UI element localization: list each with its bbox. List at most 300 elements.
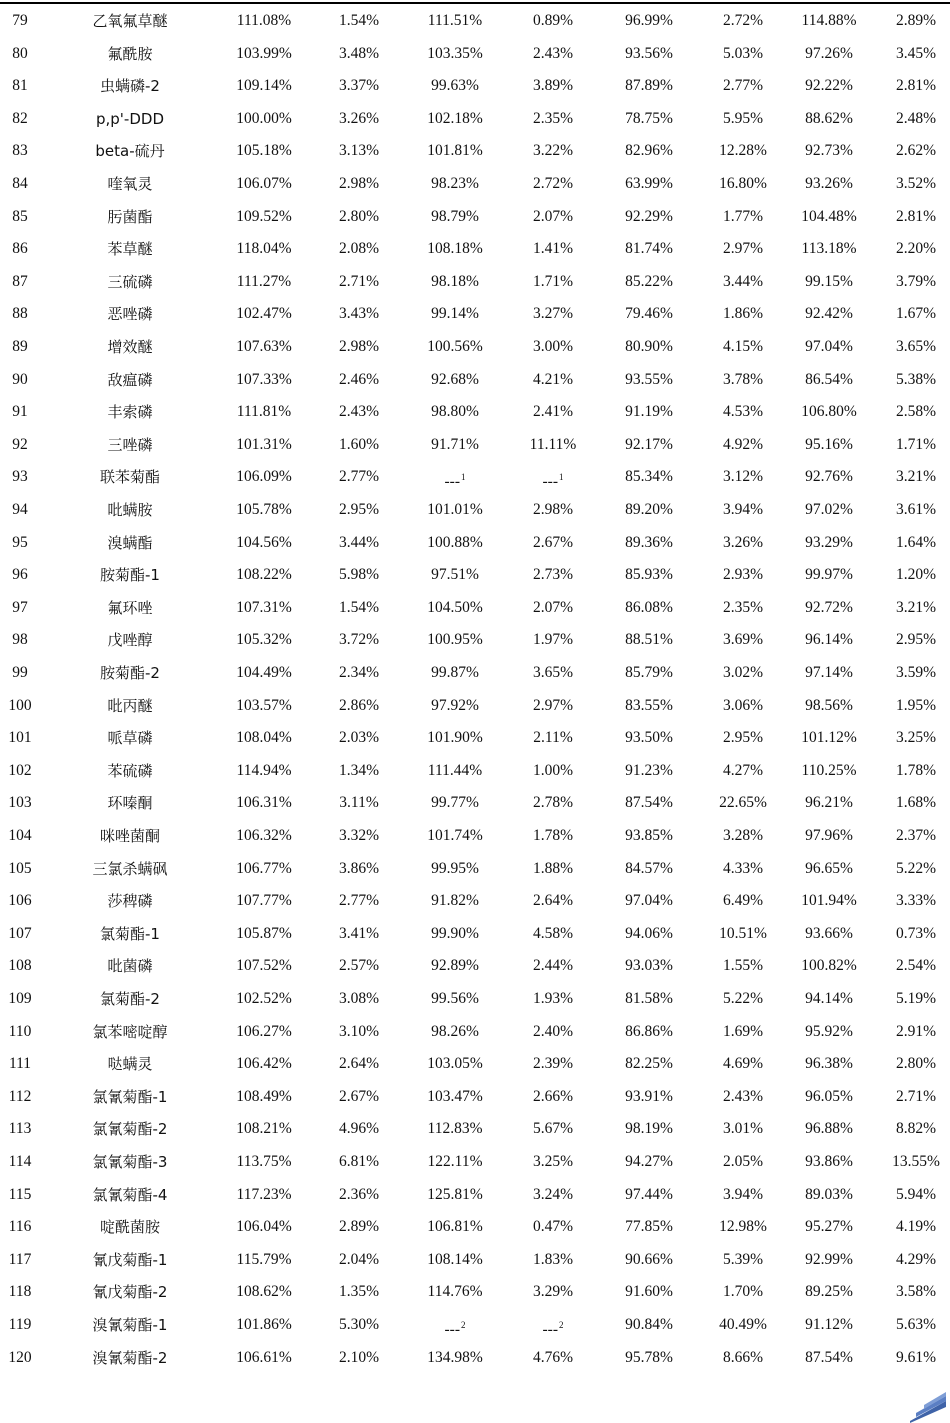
value-cell: 92.76% [805,468,853,486]
value-cell: 108.21% [236,1120,292,1138]
value-cell: 1.88% [532,859,574,877]
value-cell: 5.19% [895,990,937,1007]
value-cell: 1.86% [722,305,764,323]
value-cell: 3.72% [338,631,380,649]
value-cell: 93.66% [805,924,853,942]
row-number: 113 [8,1120,32,1138]
value-cell: 3.08% [338,990,380,1007]
value-cell: 80.90% [625,338,673,355]
compound-name: 咪唑菌酮 [99,827,160,845]
table-row [0,5,950,37]
table-row [0,38,950,70]
value-cell: 108.18% [427,240,483,258]
compound-name: 氟酰胺 [107,44,153,63]
value-cell: 2.66% [532,1087,574,1105]
compound-name: 氯氰菊酯-3 [92,1153,168,1171]
value-cell: 4.33% [722,859,764,877]
value-cell: 89.36% [625,533,673,551]
value-cell: 2.35% [722,598,764,616]
value-cell: 0.47% [532,1218,574,1236]
row-number: 103 [8,794,32,812]
value-cell: 92.73% [805,142,853,160]
value-cell: 3.10% [338,1022,380,1040]
footnote-mark: 1 [461,472,466,483]
row-number: 94 [12,501,28,518]
row-number: 109 [8,990,32,1007]
value-cell: 2.48% [895,109,937,127]
value-cell: 90.84% [625,1316,673,1333]
value-cell: 97.02% [805,501,853,518]
compound-name: 苯硫磷 [107,761,153,780]
value-cell: 92.72% [805,598,853,616]
value-cell: ---$^2$ [444,1320,466,1338]
value-cell: 2.57% [338,957,380,975]
value-cell: 99.77% [431,794,479,812]
value-cell: 106.27% [236,1022,292,1040]
value-cell: 3.06% [722,696,764,714]
value-cell: 8.82% [895,1120,937,1138]
value-cell: 2.08% [338,240,380,258]
value-cell: 106.80% [801,403,857,421]
value-cell: 82.25% [625,1055,673,1073]
value-cell: 3.29% [532,1283,574,1301]
value-cell: 2.78% [532,794,574,812]
value-cell: 10.51% [719,924,767,942]
value-cell: 105.87% [236,924,292,942]
table-row [0,266,950,298]
value-cell: 8.66% [722,1348,764,1366]
value-cell: 3.69% [722,631,764,649]
compound-name: 三氯杀螨砜 [92,859,168,878]
row-number: 81 [12,77,28,95]
table-row [0,787,950,819]
value-cell: 106.42% [236,1055,292,1073]
row-number: 98 [12,631,28,649]
table-row [0,494,950,526]
value-cell: 5.63% [895,1316,937,1333]
table-row [0,1146,950,1178]
row-number: 114 [8,1153,32,1170]
value-cell: 4.92% [722,435,764,453]
value-cell: 3.37% [338,77,380,95]
table-row [0,1342,950,1374]
value-cell: 114.88% [801,12,857,29]
value-cell: 107.33% [236,370,292,388]
value-cell: 2.77% [722,77,764,95]
compound-name: 乙氧氟草醚 [92,12,168,30]
value-cell: 106.04% [236,1218,292,1236]
value-cell: 4.27% [722,761,764,779]
value-cell: 93.91% [625,1087,673,1105]
value-cell: 2.39% [532,1055,574,1073]
value-cell: 108.04% [236,729,292,747]
value-cell: 79.46% [625,305,673,323]
value-cell: 1.35% [338,1283,380,1301]
table-row [0,527,950,559]
compound-name: 氯氰菊酯-2 [92,1120,168,1139]
value-cell: 107.52% [236,957,292,975]
value-cell: 105.18% [236,142,292,160]
compound-name: 三硫磷 [107,272,153,291]
value-cell: 3.11% [339,794,379,812]
value-cell: ---$^2$ [542,1320,564,1338]
value-cell: 2.64% [338,1055,380,1073]
value-cell: 4.58% [532,924,574,942]
table-row [0,1048,950,1080]
compound-name: 联苯菊酯 [99,468,160,487]
value-cell: 98.79% [431,207,479,225]
value-cell: 3.44% [722,272,764,290]
value-cell: 101.31% [236,435,292,453]
value-cell: 88.51% [625,631,673,649]
value-cell: 96.88% [805,1120,853,1138]
table-row [0,70,950,102]
value-cell: 96.14% [805,631,853,649]
value-cell: ---$^1$ [444,472,466,491]
table-row [0,1179,950,1211]
table-row [0,853,950,885]
value-cell: 85.79% [625,664,673,681]
value-cell: 3.25% [532,1153,574,1170]
row-number: 102 [8,761,32,779]
value-cell: 93.56% [625,44,673,62]
compound-name: 吡丙醚 [107,696,153,715]
value-cell: 98.56% [805,696,853,714]
value-cell: 2.77% [338,468,380,486]
row-number: 99 [12,664,28,681]
value-cell: 2.10% [338,1348,380,1366]
value-cell: 86.86% [625,1022,673,1040]
row-number: 108 [8,957,32,975]
value-cell: 114.76% [427,1283,483,1301]
table-row [0,1113,950,1145]
value-cell: 104.48% [801,207,857,225]
compound-name: 溴氰菊酯-1 [92,1316,168,1334]
value-cell: 106.09% [236,468,292,486]
row-number: 82 [12,109,28,127]
value-cell: 3.61% [895,501,937,518]
value-cell: 93.50% [625,729,673,747]
value-cell: 103.57% [236,696,292,714]
table-row [0,1211,950,1243]
value-cell: 3.22% [532,142,574,160]
value-cell: 94.27% [625,1153,673,1170]
value-cell: 95.78% [625,1348,673,1366]
value-cell: 1.97% [532,631,574,649]
value-cell: 93.26% [805,175,853,192]
value-cell: 97.51% [431,566,479,584]
row-number: 120 [8,1348,32,1366]
table-top-rule [0,2,950,4]
value-cell: 1.41% [532,240,574,258]
value-cell: 101.81% [427,142,483,160]
value-cell: 5.22% [895,859,937,877]
value-cell: 122.11% [427,1153,483,1170]
value-cell: 85.93% [625,566,673,584]
table-row [0,396,950,428]
value-cell: 109.52% [236,207,292,225]
value-cell: 108.22% [236,566,292,584]
value-cell: 95.92% [805,1022,853,1040]
table-row [0,364,950,396]
value-cell: 97.04% [805,338,853,355]
value-cell: 4.53% [722,403,764,421]
table-row [0,233,950,265]
value-cell: 2.91% [895,1022,937,1040]
value-cell: 12.98% [719,1218,767,1236]
footnote-mark: 2 [559,1320,564,1330]
table-row [0,755,950,787]
value-cell: 3.26% [338,109,380,127]
value-cell: 93.85% [625,827,673,844]
footnote-mark: 1 [559,472,564,483]
value-cell: 91.23% [625,761,673,779]
value-cell: 4.29% [895,1250,937,1268]
value-cell: 3.52% [895,175,937,192]
value-cell: 4.96% [338,1120,380,1138]
value-cell: 2.64% [532,892,574,910]
value-cell: 112.83% [427,1120,483,1138]
row-number: 97 [12,598,28,616]
value-cell: 3.25% [895,729,937,747]
value-cell: 92.22% [805,77,853,95]
value-cell: 5.38% [895,370,937,388]
value-cell: 91.12% [805,1316,853,1333]
value-cell: 95.27% [805,1218,853,1236]
value-cell: 103.05% [427,1055,483,1073]
value-cell: 93.03% [625,957,673,975]
value-cell: 3.48% [338,44,380,62]
compound-name: 喹氧灵 [107,175,153,193]
value-cell: 2.46% [338,370,380,388]
value-cell: 108.49% [236,1087,292,1105]
row-number: 117 [8,1250,32,1268]
value-cell: 22.65% [719,794,767,812]
row-number: 79 [12,12,28,29]
value-cell: 98.26% [431,1022,479,1040]
value-cell: 91.60% [625,1283,673,1301]
compound-name: 啶酰菌胺 [99,1218,160,1237]
value-cell: 95.16% [805,435,853,453]
value-cell: 102.47% [236,305,292,323]
row-number: 115 [8,1185,32,1203]
row-number: 110 [8,1022,32,1040]
value-cell: 104.56% [236,533,292,551]
value-cell: 77.85% [625,1218,673,1236]
value-cell: 97.44% [625,1185,673,1203]
value-cell: 81.58% [625,990,673,1007]
value-cell: 100.56% [427,338,483,355]
value-cell: 2.20% [895,240,937,258]
compound-name: 肟菌酯 [107,207,153,226]
compound-name: beta-硫丹 [95,142,165,161]
value-cell: 110.25% [801,761,857,779]
value-cell: 3.12% [722,468,764,486]
value-cell: 99.14% [431,305,479,323]
value-cell: 2.95% [338,501,380,518]
value-cell: 78.75% [625,109,673,127]
value-cell: 2.95% [722,729,764,747]
compound-name: 丰索磷 [107,403,153,422]
value-cell: 3.00% [532,338,574,355]
value-cell: 2.81% [895,207,937,225]
compound-name: 哒螨灵 [107,1055,153,1074]
table-row [0,201,950,233]
value-cell: 2.03% [338,729,380,747]
table-row [0,885,950,917]
row-number: 105 [8,859,32,877]
value-cell: 13.55% [892,1153,940,1170]
table-row [0,690,950,722]
value-cell: 2.71% [338,272,380,290]
value-cell: 91.71% [431,435,479,453]
value-cell: 96.99% [625,12,673,29]
value-cell: 1.93% [532,990,574,1007]
value-cell: 1.69% [722,1022,764,1040]
value-cell: 5.67% [532,1120,574,1138]
value-cell: 101.90% [427,729,483,747]
value-cell: 2.97% [722,240,764,258]
compound-name: 氟环唑 [107,598,153,617]
value-cell: 2.43% [722,1087,764,1105]
value-cell: 1.54% [338,12,380,29]
value-cell: 99.87% [431,664,479,681]
compound-name: 三唑磷 [107,435,153,454]
compound-name: 吡菌磷 [107,957,153,976]
value-cell: 103.99% [236,44,292,62]
value-cell: 1.83% [532,1250,574,1268]
value-cell: 11.11% [529,435,577,453]
value-cell: 106.07% [236,175,292,192]
value-cell: 100.88% [427,533,483,551]
value-cell: 113.18% [801,240,857,258]
value-cell: 111.08% [236,12,292,29]
value-cell: 102.18% [427,109,483,127]
value-cell: 2.80% [895,1055,937,1073]
value-cell: 98.80% [431,403,479,421]
value-cell: 85.34% [625,468,673,486]
value-cell: 91.19% [625,403,673,421]
value-cell: 1.64% [895,533,937,551]
value-cell: 99.90% [431,924,479,942]
value-cell: 2.35% [532,109,574,127]
value-cell: 2.43% [532,44,574,62]
value-cell: 2.54% [895,957,937,975]
value-cell: ---$^1$ [542,472,564,491]
value-cell: 98.19% [625,1120,673,1138]
row-number: 95 [12,533,28,551]
value-cell: 92.89% [431,957,479,975]
value-cell: 3.27% [532,305,574,323]
value-cell: 97.96% [805,827,853,844]
table-row [0,103,950,135]
value-cell: 3.45% [895,44,937,62]
value-cell: 2.77% [338,892,380,910]
value-cell: 2.62% [895,142,937,160]
value-cell: 93.86% [805,1153,853,1170]
value-cell: 93.55% [625,370,673,388]
value-cell: 3.41% [338,924,380,942]
value-cell: 2.07% [532,207,574,225]
row-number: 85 [12,207,28,225]
table-row [0,950,950,982]
value-cell: 3.65% [532,664,574,681]
value-cell: 1.95% [895,696,937,714]
value-cell: 4.19% [895,1218,937,1236]
value-cell: 96.38% [805,1055,853,1073]
value-cell: 3.01% [722,1120,764,1138]
value-cell: 5.22% [722,990,764,1007]
row-number: 93 [12,468,28,486]
value-cell: 92.68% [431,370,479,388]
value-cell: 2.67% [532,533,574,551]
compound-name: 胺菊酯-1 [100,566,160,585]
table-row [0,168,950,200]
value-cell: 106.32% [236,827,292,844]
value-cell: 2.72% [722,12,764,29]
value-cell: 4.76% [532,1348,574,1366]
row-number: 112 [8,1087,32,1105]
compound-name: 敌瘟磷 [107,370,153,389]
value-cell: 109.14% [236,77,292,95]
value-cell: 40.49% [719,1316,767,1333]
value-cell: 0.73% [895,924,937,942]
table-row [0,1016,950,1048]
value-cell: 2.11% [533,729,573,747]
value-cell: 1.54% [338,598,380,616]
table-row [0,1309,950,1341]
value-cell: 1.67% [895,305,937,323]
compound-name: 胺菊酯-2 [100,664,160,682]
table-row [0,559,950,591]
value-cell: 96.65% [805,859,853,877]
value-cell: 101.86% [236,1316,292,1333]
value-cell: 2.95% [895,631,937,649]
row-number: 89 [12,338,28,355]
value-cell: 92.17% [625,435,673,453]
value-cell: 3.21% [895,468,937,486]
table-row [0,624,950,656]
compound-name: 溴螨酯 [107,533,153,552]
value-cell: 3.65% [895,338,937,355]
value-cell: 92.99% [805,1250,853,1268]
value-cell: 100.95% [427,631,483,649]
value-cell: 105.32% [236,631,292,649]
row-number: 91 [12,403,28,421]
table-row [0,135,950,167]
value-cell: 102.52% [236,990,292,1007]
value-cell: 104.50% [427,598,483,616]
value-cell: 100.00% [236,109,292,127]
value-cell: 113.75% [236,1153,292,1170]
value-cell: 5.94% [895,1185,937,1203]
value-cell: 106.61% [236,1348,292,1366]
value-cell: 0.89% [532,12,574,29]
value-cell: 2.89% [338,1218,380,1236]
value-cell: 97.04% [625,892,673,910]
compound-name: 氯苯嘧啶醇 [92,1022,168,1041]
row-number: 92 [12,435,28,453]
value-cell: 3.44% [338,533,380,551]
value-cell: 99.56% [431,990,479,1007]
value-cell: 94.14% [805,990,853,1007]
value-cell: 1.20% [895,566,937,584]
compound-name: 恶唑磷 [107,305,153,324]
value-cell: 118.04% [236,240,292,258]
compound-name: 戊唑醇 [107,631,153,650]
table-row [0,657,950,689]
value-cell: 1.60% [338,435,380,453]
